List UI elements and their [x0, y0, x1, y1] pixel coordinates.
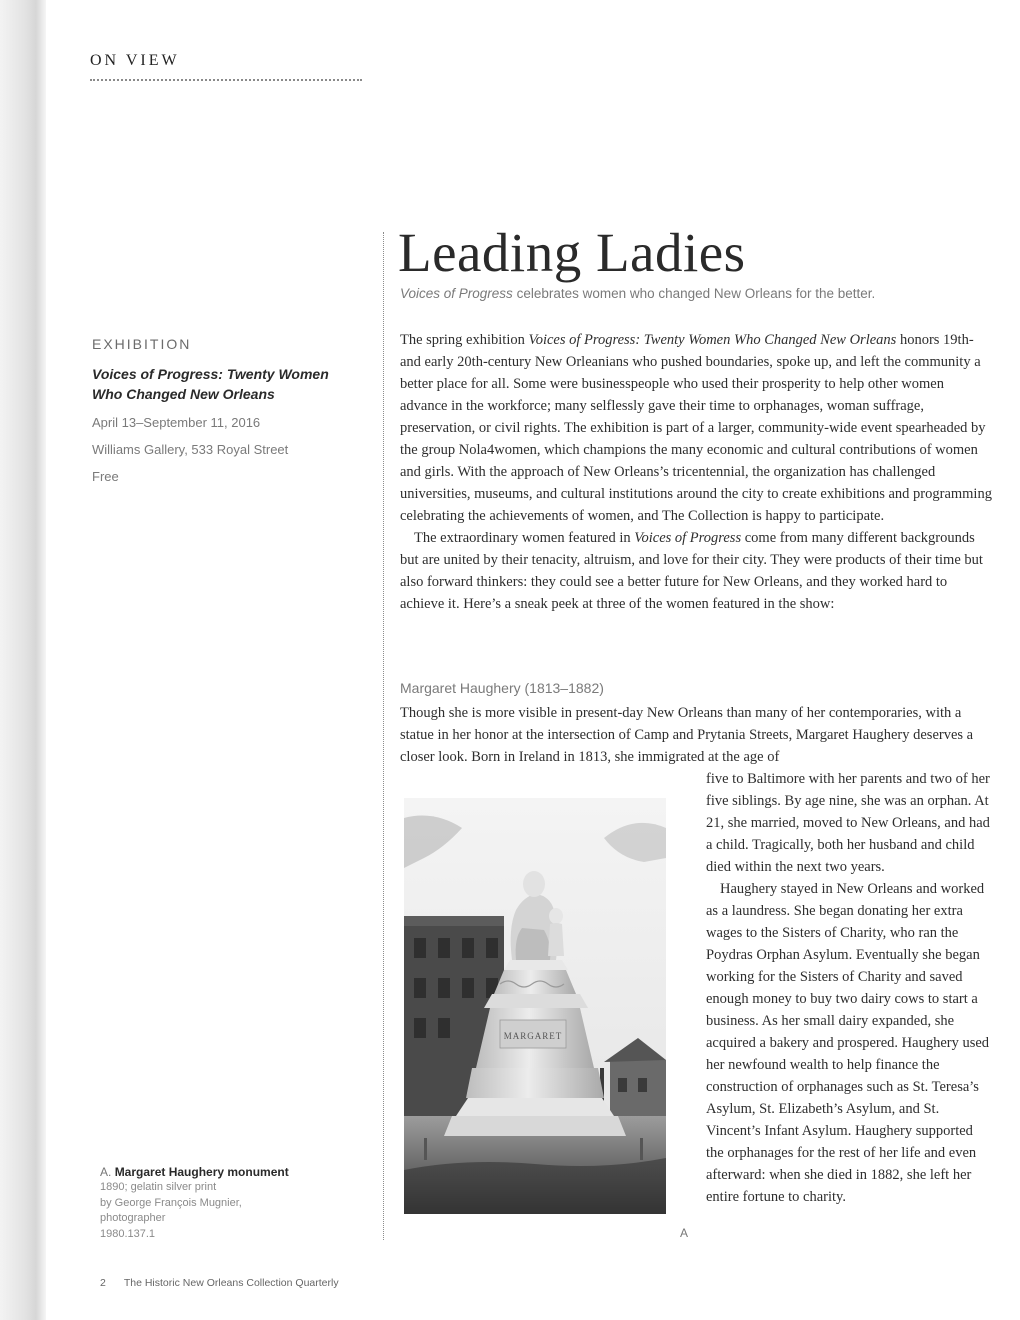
monument-photo [404, 798, 666, 1214]
caption-date-medium: 1890; gelatin silver print [100, 1181, 217, 1193]
publication-name: The Historic New Orleans Collection Quarterly [123, 1277, 339, 1289]
caption-heading [100, 1164, 350, 1180]
exhibition-price: Free [92, 469, 119, 484]
page-number: 2 [100, 1277, 106, 1289]
caption-letter: A. [100, 1165, 112, 1179]
exhibition-kicker: EXHIBITION [92, 336, 192, 352]
exhibition-venue: Williams Gallery, 533 Royal Street [92, 442, 289, 457]
exhibition-title: Voices of Progress: Twenty Women Who Changed New Orleans [92, 366, 329, 402]
subtitle-italic: Voices of Progress [400, 286, 513, 301]
caption-title: Margaret Haughery monument [114, 1165, 289, 1179]
p2-exhibition-name: Voices of Progress [634, 530, 742, 546]
p1-exhibition-name: Voices of Progress: Twenty Women Who Changed New Orleans [528, 332, 897, 348]
haughery-intro-text: Though she is more visible in present-day New Orleans than many of her contemporaries, with a statue in her honor at the intersection of Camp and Prytania Streets, Margaret Haughery deserves a closer look. Born in Ireland in 1813, she immigrated at the age of [400, 705, 974, 765]
haughery-intro [400, 702, 990, 768]
article-title: Leading Ladies [398, 222, 746, 283]
section-heading: ON VIEW [90, 52, 180, 69]
exhibition-dates: April 13–September 11, 2016 [92, 415, 261, 430]
haughery-paragraph-1: five to Baltimore with her parents and two of her five siblings. By age nine, she was an orphan. At 21, she married, moved to New Orleans, and had a child. Tragically, both her husband and child died within the next two years. [706, 771, 990, 875]
plinth-inscription: MARGARET [503, 1031, 563, 1041]
p1-text-b: honors 19th- and early 20th-century New Orleanians who pushed boundaries, spoke up, and left the community a better place for all. Some were businesspeople who used their prosperity to help other women advance in the workforce; many selflessly gave their time to orphanages, woman suffrage, preservation, or civil rights. The exhibition is part of a larger, community-wide event spearheaded by the group Nola4women, which champions the many economic and cultural contributions of women and girls. With the approach of New Orleans’s tricentennial, the organization has challenged universities, museums, and cultural institutions around the city to create exhibitions and programming celebrating the achievements of women, and The Collection is happy to participate. [400, 332, 992, 524]
article-subtitle [400, 286, 1000, 301]
caption-credit: by George François Mugnier, [100, 1196, 242, 1209]
paragraph-1 [400, 329, 992, 527]
caption-role: photographer [100, 1212, 166, 1224]
p2-text-a: The extraordinary women featured in [414, 530, 635, 546]
page-footer [100, 1277, 339, 1289]
section-rule [90, 79, 362, 81]
exhibition-sidebar [92, 336, 342, 495]
photo-label: A [680, 1226, 689, 1240]
paragraph-2 [400, 527, 992, 615]
caption-accession: 1980.137.1 [100, 1227, 156, 1240]
p2-text-b: come from many different backgrounds but are united by their tenacity, altruism, and love for their city. They were products of their time but also forward thinkers: they could see a better future for New Orleans, and they worked hard to achieve it. Here’s a sneak peek at three of the women featured in the show: [400, 530, 983, 612]
photo-caption [100, 1164, 350, 1242]
article-body [400, 329, 992, 615]
scan-edge [0, 0, 46, 1320]
p1-text-a: The spring exhibition [400, 332, 529, 348]
column-divider [383, 232, 384, 1240]
haughery-column [706, 768, 994, 1208]
section-subhead: Margaret Haughery (1813–1882) [400, 680, 604, 696]
subtitle-rest: celebrates women who changed New Orleans for the better. [512, 286, 876, 301]
haughery-paragraph-2: Haughery stayed in New Orleans and worked as a laundress. She began donating her extra wages to the Sisters of Charity, who ran the Poydras Orphan Asylum. Eventually she began working for the Sisters of Charity and saved enough money to buy two dairy cows to start a business. As her small dairy expanded, she acquired a bakery and prospered. Haughery used her newfound wealth to help finance the construction of orphanages such as St. Teresa’s Asylum, St. Elizabeth’s Asylum, and St. Vincent’s Infant Asylum. Haughery supported the orphanages for the rest of her life and even afterward: when she died in 1882, she left her entire fortune to charity. [706, 881, 990, 1205]
